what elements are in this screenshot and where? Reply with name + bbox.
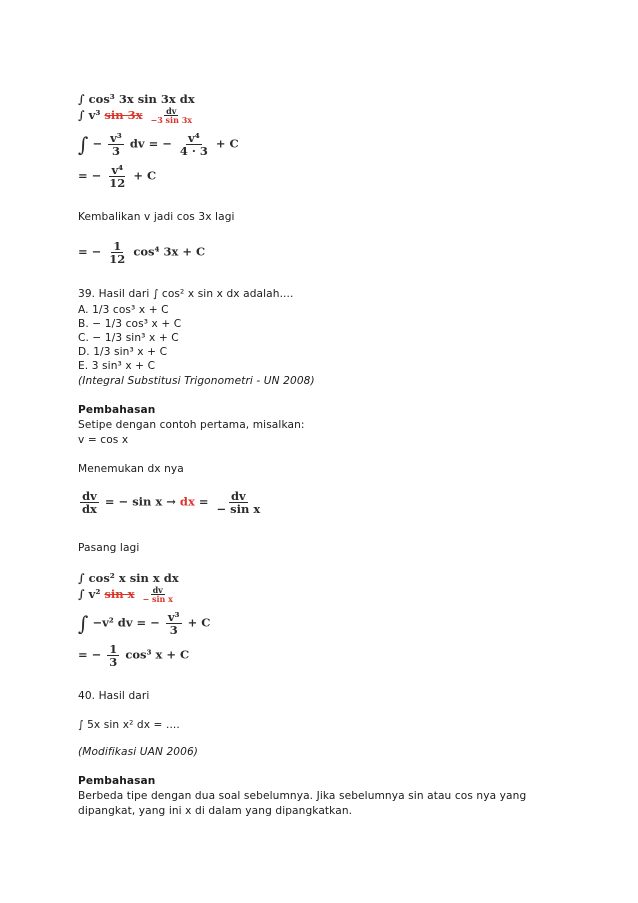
kembalikan-text: Kembalikan v jadi cos 3x lagi <box>78 211 235 223</box>
frac-den: 12 <box>109 252 126 267</box>
frac-den: −3 sin 3x <box>150 115 193 126</box>
frac-num: dv <box>152 585 163 595</box>
math1-line3-frac-b <box>178 132 210 157</box>
math1-line4-end: + C <box>133 168 157 183</box>
integral-sign-icon: ∫ <box>78 611 89 636</box>
math4-line2-frac <box>141 586 175 604</box>
frac-num: v⁴ <box>111 163 124 177</box>
integral-sign-icon: ∫ <box>78 132 89 157</box>
math2-frac <box>107 240 127 265</box>
frac-num: dv <box>166 106 177 116</box>
q39-question: 39. Hasil dari ∫ cos² x sin x dx adalah.... <box>78 288 294 300</box>
q40-source: (Modifikasi UAN 2006) <box>78 746 199 758</box>
math1-line2-prefix: ∫ v³ <box>78 107 101 122</box>
math3-lhs-frac <box>80 490 99 515</box>
math4-line3-end: + C <box>187 615 211 630</box>
math4-line3-start: −v² dv = − <box>92 615 160 630</box>
math3-line <box>78 490 264 515</box>
math4-line4-frac <box>107 643 119 668</box>
math2-line <box>78 240 205 265</box>
math4-line4 <box>78 643 189 668</box>
q39-pasang: Pasang lagi <box>78 542 140 554</box>
math1-line1: ∫ cos³ 3x sin 3x dx <box>78 92 195 106</box>
q39-option-e: E. 3 sin³ x + C <box>78 360 156 372</box>
math4-line4-end: cos³ x + C <box>125 647 190 662</box>
frac-den: dx <box>82 502 97 517</box>
math3-rhs-frac <box>215 490 263 515</box>
frac-num: v³ <box>110 131 122 145</box>
frac-den: − sin x <box>142 594 173 605</box>
q39-pembahasan-line2: v = cos x <box>78 434 129 446</box>
math4-line4-start: = − <box>78 647 102 662</box>
math1-line3-frac-a <box>108 132 124 157</box>
minus-sign: − <box>92 136 103 151</box>
math1-line4-frac <box>107 164 127 189</box>
math4-line2 <box>78 586 177 604</box>
frac-num: dv <box>82 489 97 503</box>
q39-menemukan: Menemukan dx nya <box>78 463 184 475</box>
q40-line2: dipangkat, yang ini x di dalam yang dipangkatkan. <box>78 805 353 817</box>
math2-rest: cos⁴ 3x + C <box>133 244 206 259</box>
q40-integral: ∫ 5x sin x² dx = .... <box>78 719 180 731</box>
math3-mid: = − sin x → <box>104 494 176 509</box>
frac-num: 1 <box>109 642 118 656</box>
frac-num: dv <box>230 489 246 503</box>
math1-line2 <box>78 107 196 125</box>
q39-option-a: A. 1/3 cos³ x + C <box>78 304 169 316</box>
math3-red-dx: dx <box>179 494 195 509</box>
frac-den: − sin x <box>216 502 261 517</box>
frac-den: 3 <box>169 623 178 638</box>
math1-line4 <box>78 164 156 189</box>
math2-start: = − <box>78 244 102 259</box>
math4-line1: ∫ cos² x sin x dx <box>78 571 179 585</box>
math1-line3-mid: dv = − <box>129 136 172 151</box>
q39-pembahasan-title: Pembahasan <box>78 404 156 416</box>
q39-option-c: C. − 1/3 sin³ x + C <box>78 332 179 344</box>
math1-line2-struck: sin 3x <box>104 107 143 122</box>
frac-num: 1 <box>113 239 122 253</box>
math4-line3 <box>78 611 210 636</box>
q39-source: (Integral Substitusi Trigonometri - UN 2008) <box>78 375 315 387</box>
q40-pembahasan-title: Pembahasan <box>78 775 156 787</box>
math1-line2-frac <box>149 107 195 125</box>
frac-den: 3 <box>111 144 120 159</box>
frac-num: v⁴ <box>188 131 200 145</box>
math1-line4-start: = − <box>78 168 102 183</box>
frac-num: v³ <box>167 610 180 624</box>
q39-pembahasan-line1: Setipe dengan contoh pertama, misalkan: <box>78 419 305 431</box>
q40-question: 40. Hasil dari <box>78 690 150 702</box>
math1-line3-end: + C <box>215 136 239 151</box>
math4-line3-frac <box>166 611 182 636</box>
frac-den: 3 <box>109 655 118 670</box>
q40-line1: Berbeda tipe dengan dua soal sebelumnya. Jika sebelumnya sin atau cos nya yang <box>78 790 527 802</box>
math1-line3 <box>78 132 239 157</box>
math3-eq: = <box>198 494 209 509</box>
q39-option-b: B. − 1/3 cos³ x + C <box>78 318 182 330</box>
math4-line2-prefix: ∫ v² <box>78 586 101 601</box>
q39-option-d: D. 1/3 sin³ x + C <box>78 346 168 358</box>
frac-den: 12 <box>109 176 126 191</box>
frac-den: 4 · 3 <box>179 144 208 159</box>
math4-line2-struck: sin x <box>104 586 135 601</box>
